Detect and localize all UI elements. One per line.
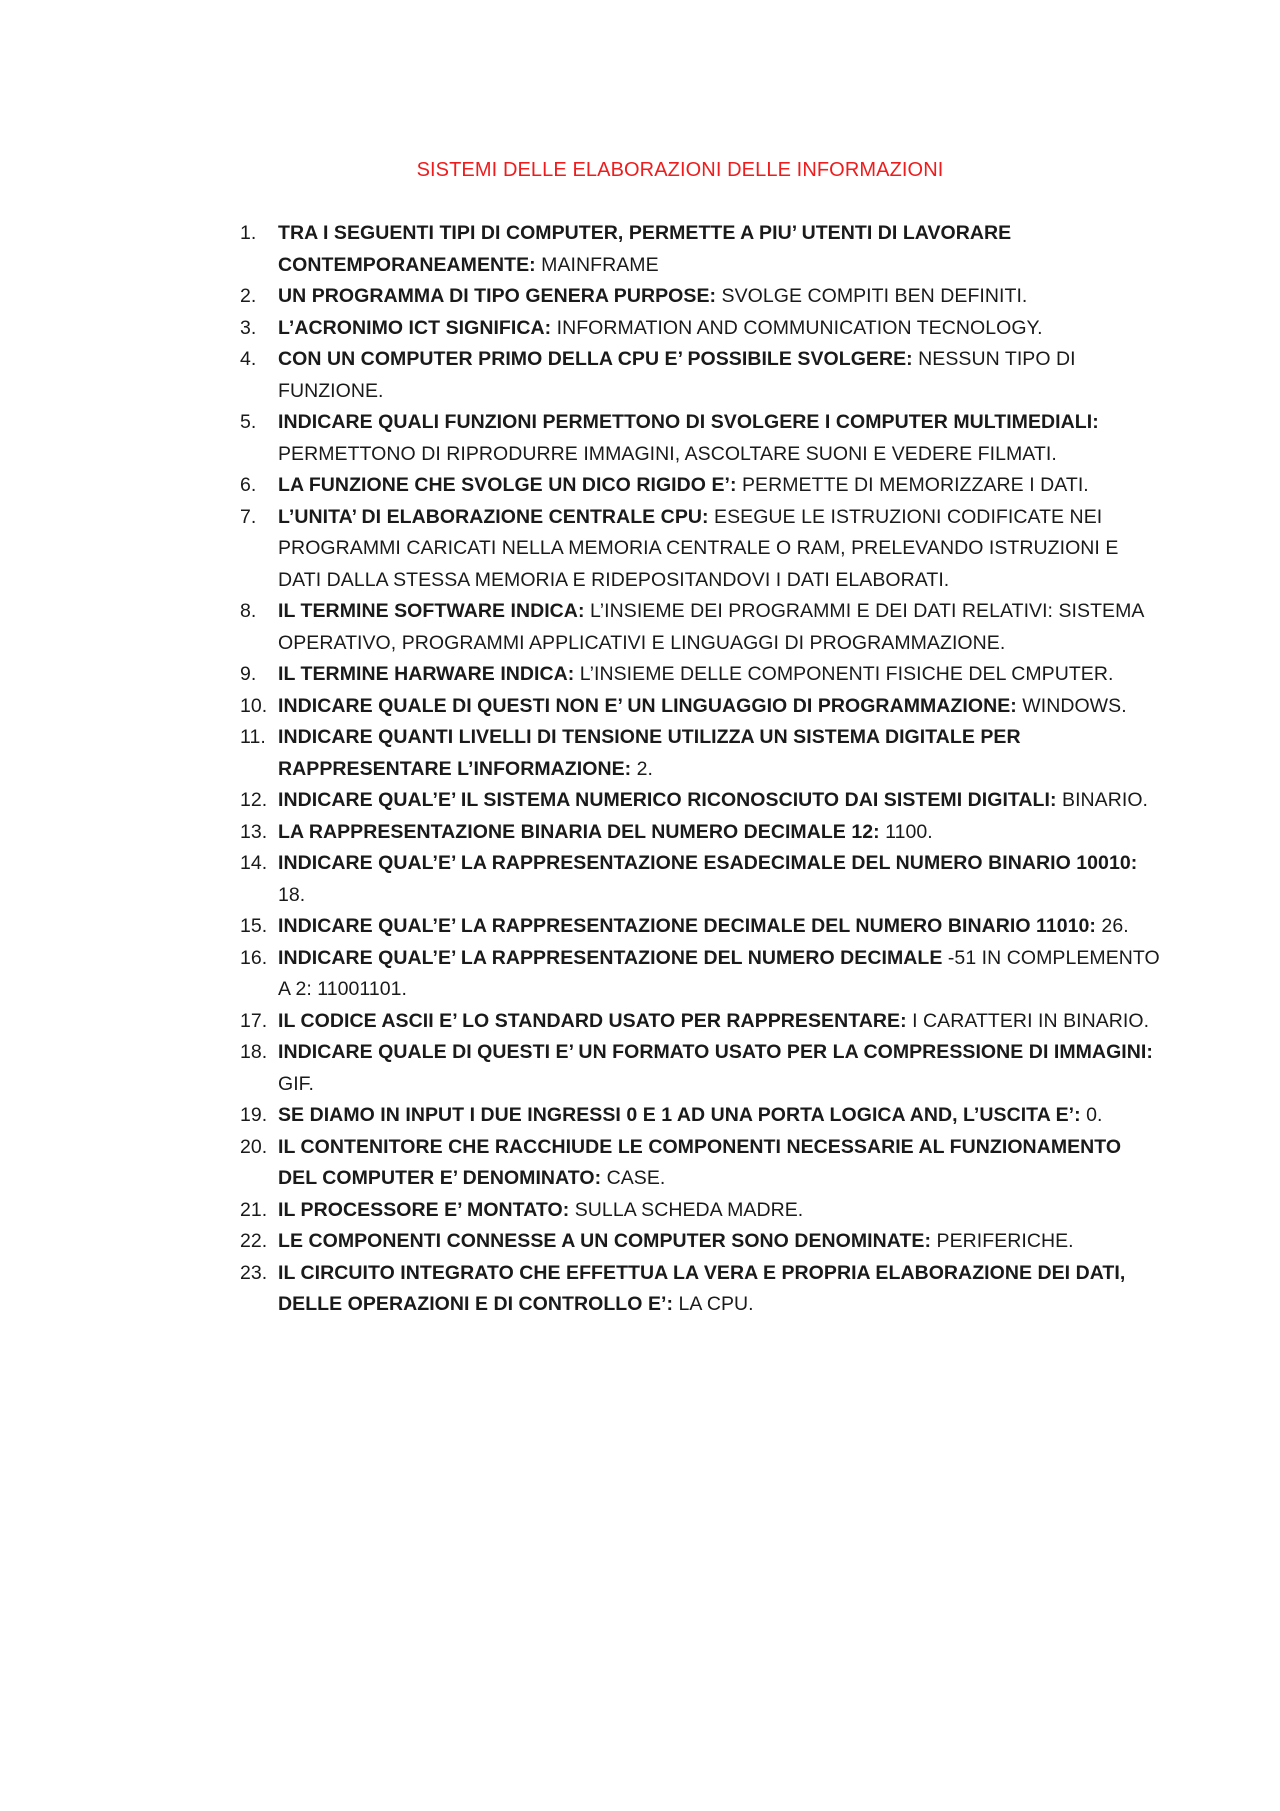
answer-text: 26. [1095,915,1129,937]
list-item-number: 17. [240,1009,268,1032]
list-item [240,281,1160,313]
list-item-number: 14. [240,852,268,874]
list-item-number: 3. [240,316,257,339]
answer-text: MAINFRAME [535,253,659,276]
list-item [240,817,1160,849]
list-item [240,659,1160,691]
list-item [240,1132,1160,1195]
page-title: SISTEMI DELLE ELABORAZIONI DELLE INFORMAZIONI [416,159,944,181]
list-item-number: 10. [240,694,268,717]
answer-text: PERIFERICHE. [931,1230,1074,1252]
list-item-number: 1. [240,222,257,244]
list-item-number: 21. [240,1198,268,1221]
list-item-number: 13. [240,820,268,843]
question-text: INDICARE QUALE DI QUESTI NON E’ UN LINGUAGGIO DI PROGRAMMAZIONE: [278,694,1017,717]
list-item [240,943,1160,1006]
list-item-number: 9. [240,663,257,685]
question-text: LA RAPPRESENTAZIONE BINARIA DEL NUMERO DECIMALE 12: [278,820,880,843]
list-item-number: 11. [240,726,266,748]
answer-text: LA CPU. [673,1293,754,1315]
list-item [240,344,1160,407]
list-item [240,785,1160,817]
question-text: IL CONTENITORE CHE RACCHIUDE LE COMPONENTI NECESSARIE AL FUNZIONAMENTO DEL COMPUTER E’ DENOMINATO: [278,1135,1122,1189]
answer-text: PERMETTONO DI RIPRODURRE IMMAGINI, ASCOLTARE SUONI E VEDERE FILMATI. [278,442,1057,465]
list-item [240,1037,1160,1100]
question-text: LA FUNZIONE CHE SVOLGE UN DICO RIGIDO E’: [278,474,737,496]
answer-text: -51 IN COMPLEMENTO A 2: 11001101. [278,946,1160,1000]
list-item-number: 7. [240,505,257,528]
list-item [240,722,1160,785]
answer-text: BINARIO. [1056,789,1149,811]
answer-text: SVOLGE COMPITI BEN DEFINITI. [716,285,1028,307]
list-item [240,1006,1160,1038]
question-text: IL CODICE ASCII E’ LO STANDARD USATO PER RAPPRESENTARE: [278,1009,907,1032]
list-item-number: 16. [240,946,268,969]
question-text: CON UN COMPUTER PRIMO DELLA CPU E’ POSSIBILE SVOLGERE: [278,348,913,370]
question-text: IL CIRCUITO INTEGRATO CHE EFFETTUA LA VERA E PROPRIA ELABORAZIONE DEI DATI, DELLE OPERAZIONI E DI CONTROLLO E’: [278,1261,1126,1315]
question-text: TRA I SEGUENTI TIPI DI COMPUTER, PERMETTE A PIU’ UTENTI DI LAVORARE CONTEMPORANEAMENTE: [278,222,1012,276]
question-text: INDICARE QUALI FUNZIONI PERMETTONO DI SVOLGERE I COMPUTER MULTIMEDIALI: [278,411,1099,433]
answer-text: NESSUN TIPO DI FUNZIONE. [278,348,1076,402]
question-text: SE DIAMO IN INPUT I DUE INGRESSI 0 E 1 AD UNA PORTA LOGICA AND, L’USCITA E’: [278,1104,1081,1126]
list-item [240,848,1160,911]
list-item [240,407,1160,470]
list-item-number: 15. [240,915,268,937]
list-item [240,596,1160,659]
question-text: UN PROGRAMMA DI TIPO GENERA PURPOSE: [278,285,717,307]
list-item [240,911,1160,943]
list-item [240,1258,1160,1321]
list-item [240,1195,1160,1227]
question-text: INDICARE QUALE DI QUESTI E’ UN FORMATO USATO PER LA COMPRESSIONE DI IMMAGINI: [278,1041,1153,1063]
list-item-number: 6. [240,474,257,496]
list-item-number: 8. [240,600,257,622]
question-text: LE COMPONENTI CONNESSE A UN COMPUTER SONO DENOMINATE: [278,1230,932,1252]
question-text: IL TERMINE HARWARE INDICA: [278,663,575,685]
list-item [240,470,1160,502]
answer-text: PERMETTE DI MEMORIZZARE I DATI. [736,474,1089,496]
list-item-number: 18. [240,1041,268,1063]
question-text: IL TERMINE SOFTWARE INDICA: [278,600,585,622]
question-text: INDICARE QUAL’E’ LA RAPPRESENTAZIONE DEL NUMERO DECIMALE [278,946,948,969]
answer-text: L’INSIEME DEI PROGRAMMI E DEI DATI RELATIVI: SISTEMA OPERATIVO, PROGRAMMI APPLICATIVI E LINGUAGGI DI PROGRAMMAZIONE. [278,600,1144,654]
answer-text: I CARATTERI IN BINARIO. [906,1009,1150,1032]
list-item-number: 2. [240,285,257,307]
question-list [240,218,1160,1321]
answer-text: ESEGUE LE ISTRUZIONI CODIFICATE NEI PROGRAMMI CARICATI NELLA MEMORIA CENTRALE O RAM, PRELEVANDO ISTRUZIONI E DATI DALLA STESSA MEMORIA E RIDEPOSITANDOVI I DATI ELABORATI. [278,505,1119,591]
question-text: INDICARE QUAL’E’ IL SISTEMA NUMERICO RICONOSCIUTO DAI SISTEMI DIGITALI: [278,789,1057,811]
answer-text: 2. [631,757,654,780]
question-text: IL PROCESSORE E’ MONTATO: [278,1198,570,1221]
answer-text: WINDOWS. [1016,694,1127,717]
answer-text: 18. [278,883,306,906]
question-text: INDICARE QUAL’E’ LA RAPPRESENTAZIONE DECIMALE DEL NUMERO BINARIO 11010: [278,915,1096,937]
list-item-number: 20. [240,1135,268,1158]
list-item-number: 23. [240,1261,268,1284]
list-item-number: 5. [240,411,257,433]
list-item-number: 19. [240,1104,268,1126]
answer-text: GIF. [278,1072,314,1095]
list-item-number: 22. [240,1230,268,1252]
answer-text: SULLA SCHEDA MADRE. [569,1198,804,1221]
list-item [240,1226,1160,1258]
answer-text: 0. [1080,1104,1103,1126]
list-item [240,502,1160,597]
list-item [240,313,1160,345]
question-text: L’ACRONIMO ICT SIGNIFICA: [278,316,552,339]
list-item-number: 4. [240,348,257,370]
question-text: INDICARE QUANTI LIVELLI DI TENSIONE UTILIZZA UN SISTEMA DIGITALE PER RAPPRESENTARE L’INFORMAZIONE: [278,726,1021,780]
list-item [240,691,1160,723]
answer-text: INFORMATION AND COMMUNICATION TECNOLOGY. [551,316,1043,339]
answer-text: L’INSIEME DELLE COMPONENTI FISICHE DEL CMPUTER. [574,663,1114,685]
list-item-number: 12. [240,789,268,811]
list-item [240,218,1160,281]
question-text: INDICARE QUAL’E’ LA RAPPRESENTAZIONE ESADECIMALE DEL NUMERO BINARIO 10010: [278,852,1138,874]
question-text: L’UNITA’ DI ELABORAZIONE CENTRALE CPU: [278,505,709,528]
list-item [240,1100,1160,1132]
answer-text: CASE. [601,1167,666,1189]
answer-text: 1100. [879,820,933,843]
